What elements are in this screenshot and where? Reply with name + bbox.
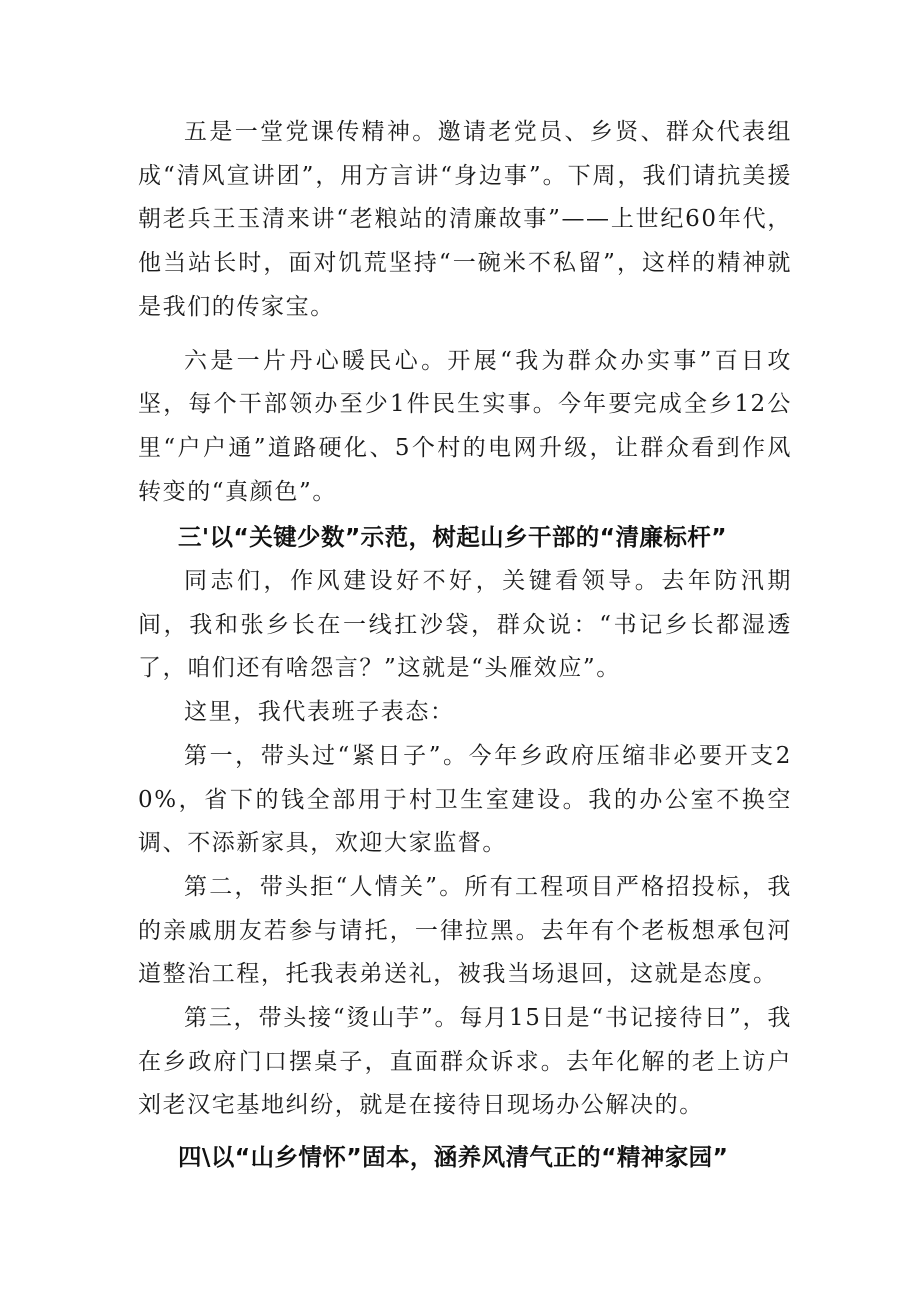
paragraph-comrades: 同志们，作风建设好不好，关键看领导。去年防汛期间，我和张乡长在一线扛沙袋，群众说：“书记乡长都湿透了，咱们还有啥怨言？”这就是“头雁效应”。: [138, 568, 792, 682]
section-heading-four: 四\以“山乡情怀”固本，涵养风清气正的“精神家园”: [178, 1143, 729, 1172]
paragraph-six: 六是一片丹心暖民心。开展“我为群众办实事”百日攻坚，每个干部领办至少1件民生实事。今年要完成全乡12公里“户户通”道路硬化、5个村的电网升级，让群众看到作风转变的“真颜色”。: [138, 347, 792, 505]
document-body: [138, 111, 792, 1180]
paragraph-second: 第二，带头拒“人情关”。所有工程项目严格招投标，我的亲戚朋友若参与请托，一律拉黑。去年有个老板想承包河道整治工程，托我表弟送礼，被我当场退回，这就是态度。: [138, 873, 792, 988]
paragraph-first: 第一，带头过“紧日子”。今年乡政府压缩非必要开支20%，省下的钱全部用于村卫生室建设。我的办公室不换空调、不添新家具，欢迎大家监督。: [138, 742, 792, 857]
paragraph-third: 第三，带头接“烫山芋”。每月15日是“书记接待日”，我在乡政府门口摆桌子，直面群众诉求。去年化解的老上访户刘老汉宅基地纠纷，就是在接待日现场办公解决的。: [138, 1005, 792, 1119]
paragraph-statement: 这里，我代表班子表态：: [184, 699, 455, 726]
section-heading-three: 三'以“关键少数”示范，树起山乡干部的“清廉标杆”: [178, 523, 727, 552]
paragraph-five: 五是一堂党课传精神。邀请老党员、乡贤、群众代表组成“清风宣讲团”，用方言讲“身边事”。下周，我们请抗美援朝老兵王玉清来讲“老粮站的清廉故事”——上世纪60年代，他当站长时，面对饥荒坚持“一碗米不私留”，这样的精神就是我们的传家宝。: [138, 119, 792, 320]
